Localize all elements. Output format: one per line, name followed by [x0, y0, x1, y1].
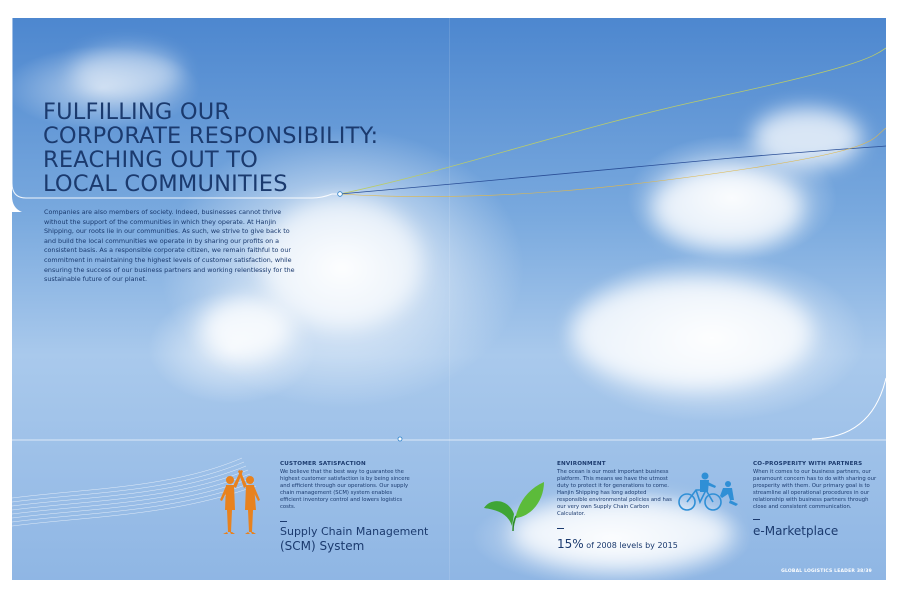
- highlight-text: (SCM) System: [280, 539, 365, 553]
- annual-report-spread: [12, 18, 886, 580]
- section-environment: [557, 461, 677, 552]
- highlight-number: 15%: [557, 537, 584, 551]
- section-body: When it comes to our business partners, our paramount concern has to do with sharing our prosperity with them. Our primary goal is to streamline all operational procedures in our relationship with business partners through close and consistent communication.: [753, 469, 877, 510]
- section-heading: CO-PROSPERITY WITH PARTNERS: [753, 461, 863, 467]
- high-five-people-icon: [215, 466, 267, 546]
- title-line: CORPORATE RESPONSIBILITY:: [43, 123, 379, 149]
- leaf-sprout-icon: [482, 476, 548, 532]
- section-body: We believe that the best way to guarantee the highest customer satisfaction is by being sincere and efficient through our operations. Our supply chain management (SCM) system enables efficient inventory control and lowers logistics costs.: [280, 469, 410, 510]
- title-line: FULFILLING OUR: [43, 99, 231, 125]
- section-body: The ocean is our most important business platform. This means we have the utmost duty to protect it for generations to come. Hanjin Shipping has long adopted responsible environmental policies and has our very own Supply Chain Carbon Calculator.: [557, 469, 672, 517]
- highlight-text: e-Marketplace: [753, 524, 839, 538]
- highlight-text: [557, 533, 677, 552]
- node-dot: [398, 437, 402, 441]
- section-heading: CUSTOMER SATISFACTION: [280, 461, 366, 467]
- divider: [280, 521, 287, 522]
- section-co-prosperity: [753, 461, 877, 539]
- title-line: LOCAL COMMUNITIES: [43, 171, 288, 197]
- divider: [557, 528, 564, 529]
- title-line: REACHING OUT TO: [43, 147, 259, 173]
- page-title: [43, 100, 378, 196]
- tandem-bicycle-icon: [676, 470, 748, 514]
- highlight-caption: of 2008 levels by 2015: [583, 541, 678, 550]
- divider: [753, 519, 760, 520]
- section-customer-satisfaction: [280, 461, 429, 554]
- section-heading: ENVIRONMENT: [557, 461, 606, 467]
- highlight-text: Supply Chain Management: [280, 525, 429, 538]
- intro-paragraph: Companies are also members of society. Indeed, businesses cannot thrive without the support of the communities in which they operate. At Hanjin Shipping, our roots lie in our communities. As such, we strive to give back to and build the local communities we operate in by sharing our profits on a consistent basis. As a responsible corporate citizen, we remain faithful to our commitment in maintaining the highest levels of customer satisfaction, while ensuring the success of our business partners and working relentlessly for the sustainable future of our planet.: [44, 208, 295, 284]
- page-footer: GLOBAL LOGISTICS LEADER 38/39: [781, 569, 872, 574]
